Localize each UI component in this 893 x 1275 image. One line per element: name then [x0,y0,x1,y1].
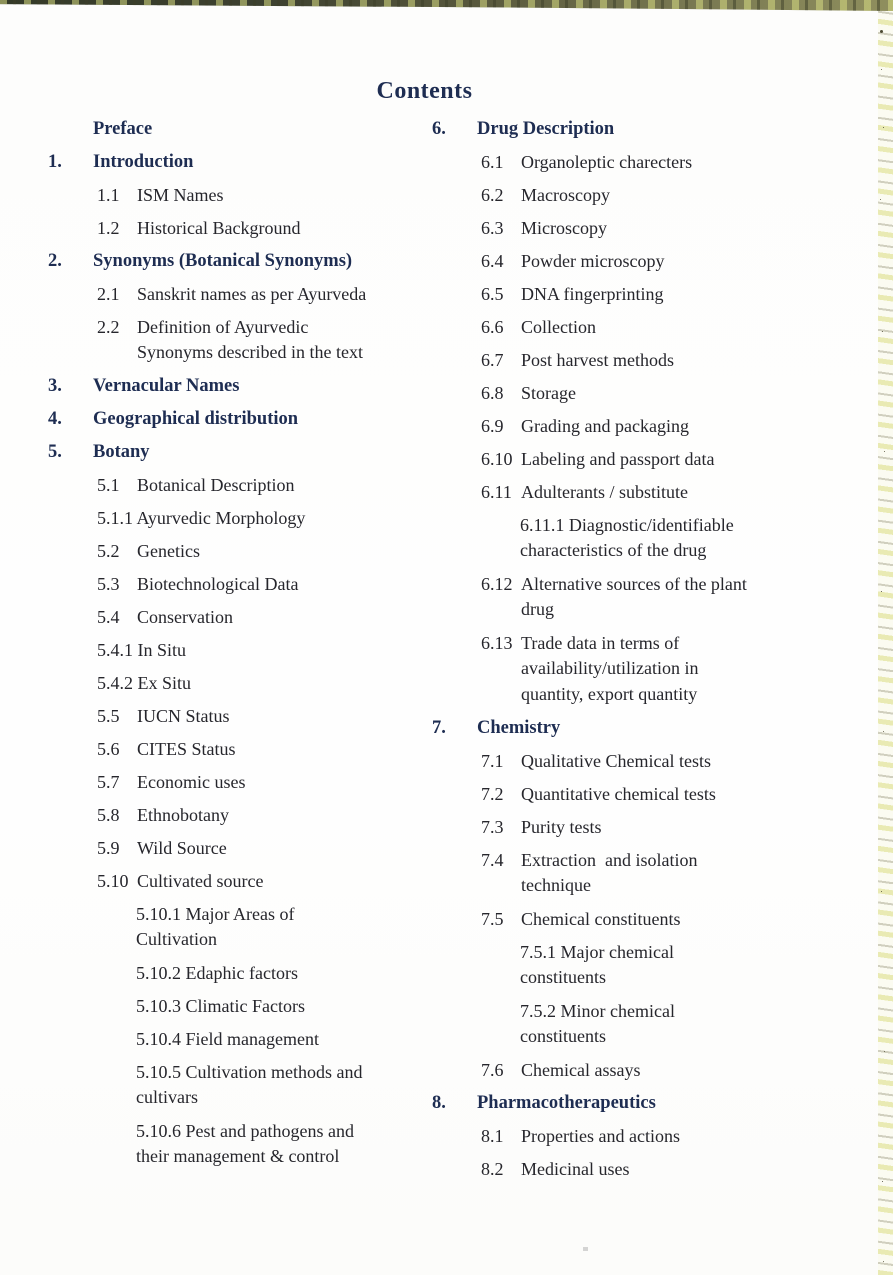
toc-item-number: 6.6 [481,317,504,337]
toc-item-row [48,250,450,273]
page-title: Contents [376,78,473,104]
toc-item-text: 5.10.1 Major Areas of [136,904,295,924]
toc-item-label [521,1125,680,1148]
toc-item-row [48,375,450,398]
toc-item [97,672,450,695]
toc-item-label [520,1000,675,1049]
toc-item-label [93,151,193,174]
toc-item-text: CITES Status [137,739,236,759]
toc-item-text-wrap: characteristics of the drug [520,540,707,560]
toc-item-number: 1.2 [97,218,120,238]
toc-item-text: Collection [521,317,596,337]
toc-item-label [97,672,191,695]
toc-item [481,750,868,773]
toc-item [97,474,450,497]
toc-item [97,771,450,794]
toc-item-text: Historical Background [137,218,301,238]
toc-item-number: 5.10 [97,871,129,891]
toc-item-number: 5.4 [97,607,120,627]
toc-item-row [481,849,868,898]
toc-item-text: Chemistry [477,718,561,738]
toc-item [520,941,868,990]
toc-item-label [137,606,233,629]
toc-item [97,316,450,365]
toc-item-number: 7.3 [481,817,504,837]
toc-item-row [481,481,868,504]
toc-item-number: 2.2 [97,317,120,337]
toc-item-label [137,283,366,306]
toc-item [432,717,868,740]
toc-item-label [521,481,688,504]
toc-item-number: 6.8 [481,383,504,403]
toc-item-text: Vernacular Names [93,376,240,396]
toc-item-number: 1. [48,152,62,172]
toc-item [481,908,868,931]
toc-item-row [48,118,450,141]
toc-item-number: 5.6 [97,739,120,759]
toc-item-text: Introduction [93,152,194,172]
toc-item-row [97,771,450,794]
toc-item-text: Drug Description [477,119,615,139]
toc-item-row [481,1059,868,1082]
toc-item-row [97,837,450,860]
toc-item-text: Pharmacotherapeutics [477,1093,656,1113]
toc-item-label [137,804,229,827]
toc-item-label [521,415,689,438]
toc-item-label [521,632,698,707]
toc-item-number: 5.5 [97,706,120,726]
toc-item-row [97,316,450,365]
toc-item-label [137,316,363,365]
toc-item-text: Powder microscopy [521,251,665,271]
toc-item-number: 6.2 [481,185,504,205]
toc-item-text: Geographical distribution [93,409,299,429]
toc-item [136,1061,450,1110]
toc-item [136,1028,450,1051]
toc-item-number: 7.1 [481,751,504,771]
toc-item-text: Biotechnological Data [137,574,299,594]
toc-item [97,184,450,207]
toc-item-number: 5.3 [97,574,120,594]
toc-item-number: 6. [432,119,446,139]
toc-item-text-wrap: constituents [520,967,606,987]
toc-item [97,639,450,662]
toc-item-text: Chemical assays [521,1060,641,1080]
toc-item-row [136,1061,450,1110]
toc-item-row [481,349,868,372]
toc-item-row [136,962,450,985]
toc-item-number: 5.2 [97,541,120,561]
toc-item [520,1000,868,1049]
toc-item-row [432,717,868,740]
toc-item [481,481,868,504]
toc-item-label [93,441,150,464]
toc-item [136,962,450,985]
toc-item-label [520,941,674,990]
toc-item [481,151,868,174]
toc-item-text: Wild Source [137,838,227,858]
toc-item-row [97,540,450,563]
toc-item-row [97,283,450,306]
toc-item-text-wrap: Cultivation [136,929,217,949]
toc-item-label [136,903,294,952]
toc-item-label [136,1028,319,1051]
toc-item-label [521,573,747,622]
toc-item [48,250,450,273]
toc-item-label [521,151,692,174]
toc-item-label [521,349,674,372]
toc-item-label [137,870,263,893]
toc-item-text: Medicinal uses [521,1159,630,1179]
toc-item [481,349,868,372]
toc-item-row [48,151,450,174]
toc-item-row [520,514,868,563]
toc-item [481,415,868,438]
toc-item-label [137,474,294,497]
toc-item-label [93,118,152,141]
toc-item-text: Microscopy [521,218,607,238]
toc-item-text: Properties and actions [521,1126,680,1146]
scan-speck [583,1247,588,1251]
toc-item-label [136,1061,363,1110]
toc-item-number: 7.6 [481,1060,504,1080]
toc-item [97,705,450,728]
toc-item-number: 1.1 [97,185,120,205]
toc-item-text: Sanskrit names as per Ayurveda [137,284,367,304]
toc-item-text: Quantitative chemical tests [521,784,716,804]
toc-item-text: Purity tests [521,817,602,837]
toc-item-row [481,382,868,405]
toc-item-row [97,217,450,240]
toc-item-text: Botany [93,442,150,462]
toc-item [481,217,868,240]
toc-item-number: 6.5 [481,284,504,304]
toc-item-text: 5.10.3 Climatic Factors [136,996,305,1016]
toc-item-text: Alternative sources of the plant [521,574,747,594]
toc-item-label [93,250,352,273]
toc-item [97,540,450,563]
toc-item-text: Macroscopy [521,185,610,205]
toc-item [97,573,450,596]
toc-item-text: Genetics [137,541,200,561]
toc-item [136,903,450,952]
toc-item-label [137,705,230,728]
toc-item-text: Adulterants / substitute [521,482,688,502]
toc-item-number: 8.1 [481,1126,504,1146]
toc-item-label [521,283,663,306]
toc-item-number: 6.4 [481,251,504,271]
toc-item-row [481,783,868,806]
toc-item-text: Botanical Description [137,475,295,495]
toc-item [481,849,868,898]
toc-item-text: Storage [521,383,576,403]
toc-item [520,514,868,563]
toc-item-text-wrap: drug [521,599,554,619]
toc-item-label [521,184,610,207]
toc-item-label [521,316,596,339]
toc-item-text: 6.11.1 Diagnostic/identifiable [520,515,734,535]
toc-item [97,606,450,629]
toc-item-label [521,750,711,773]
toc-item-text-wrap: cultivars [136,1087,198,1107]
toc-column-left [48,118,450,1179]
toc-item-text: Chemical constituents [521,909,681,929]
toc-item-text: DNA fingerprinting [521,284,664,304]
toc-item-row [136,1028,450,1051]
toc-item-row [136,903,450,952]
toc-item-label [93,375,239,398]
toc-item-label [477,717,560,740]
toc-item-text-wrap: their management & control [136,1146,340,1166]
toc-item-row [97,606,450,629]
toc-item-text: Preface [93,119,153,139]
toc-item [97,217,450,240]
toc-item-number: 5.9 [97,838,120,858]
toc-item-row [481,750,868,773]
toc-item [136,1120,450,1169]
scan-right-edge [878,6,893,1275]
toc-item-number: 5.1 [97,475,120,495]
toc-item-label [520,514,734,563]
toc-item-number: 3. [48,376,62,396]
toc-item-row [97,738,450,761]
toc-item-text-wrap: availability/utilization in [521,658,699,678]
toc-item-label [97,507,305,530]
toc-item-label [136,995,305,1018]
toc-item-text: 5.10.5 Cultivation methods and [136,1062,363,1082]
toc-item-row [97,639,450,662]
toc-item-number: 2.1 [97,284,120,304]
toc-item-text: 5.4.2 Ex Situ [97,673,192,693]
toc-item-label [97,639,186,662]
toc-item-text-wrap: technique [521,875,591,895]
toc-item-label [521,783,716,806]
toc-item-label [137,184,224,207]
toc-item-number: 8. [432,1093,446,1113]
toc-item-row [481,1158,868,1181]
toc-item [481,1059,868,1082]
toc-column-right [432,118,868,1191]
toc-item-row [481,151,868,174]
toc-item-number: 7.4 [481,850,504,870]
toc-item-text-wrap: Synonyms described in the text [137,342,363,362]
toc-item [481,632,868,707]
toc-item [97,738,450,761]
toc-item-number: 5.7 [97,772,120,792]
toc-item-label [137,771,245,794]
toc-item-row [97,573,450,596]
toc-item-label [521,816,602,839]
toc-item-text: 5.10.4 Field management [136,1029,319,1049]
toc-item [481,184,868,207]
toc-item-text: Post harvest methods [521,350,674,370]
toc-item [97,837,450,860]
toc-item [481,816,868,839]
toc-item-row [481,573,868,622]
toc-item-row [97,870,450,893]
toc-item-row [136,1120,450,1169]
toc-item-label [477,118,614,141]
toc-item-label [137,837,227,860]
toc-item-row [481,316,868,339]
toc-item-text: IUCN Status [137,706,230,726]
toc-item-row [520,941,868,990]
toc-item-row [97,705,450,728]
toc-item-row [97,507,450,530]
toc-item [97,507,450,530]
toc-item [432,118,868,141]
toc-item-row [432,1092,868,1115]
toc-item-text: Labeling and passport data [521,449,715,469]
toc-item-text: Ethnobotany [137,805,229,825]
toc-item [97,870,450,893]
toc-item [136,995,450,1018]
toc-item-number: 8.2 [481,1159,504,1179]
toc-item-row [481,283,868,306]
toc-item-text: Cultivated source [137,871,264,891]
toc-item-label [521,448,714,471]
toc-item-number: 5. [48,442,62,462]
toc-item-text: Definition of Ayurvedic [137,317,309,337]
toc-item [97,804,450,827]
toc-item-row [481,250,868,273]
toc-item-text: Economic uses [137,772,246,792]
toc-item-row [481,448,868,471]
toc-item-row [520,1000,868,1049]
toc-item-label [521,382,576,405]
toc-item-text: 7.5.2 Minor chemical [520,1001,675,1021]
toc-item-row [481,217,868,240]
toc-item [48,375,450,398]
toc-item-number: 6.3 [481,218,504,238]
toc-item-row [481,415,868,438]
toc-item-row [97,672,450,695]
toc-item [481,250,868,273]
toc-item-text: Grading and packaging [521,416,689,436]
toc-item-text: 5.10.6 Pest and pathogens and [136,1121,354,1141]
toc-item [481,573,868,622]
toc-item-row [48,408,450,431]
toc-item [48,151,450,174]
toc-item-text: 5.10.2 Edaphic factors [136,963,298,983]
toc-item-label [521,217,607,240]
toc-item-label [137,540,200,563]
toc-item-text: 5.4.1 In Situ [97,640,187,660]
toc-item-number: 6.10 [481,449,513,469]
toc-item-text-wrap: quantity, export quantity [521,684,698,704]
toc-item [481,382,868,405]
toc-item-row [481,816,868,839]
toc-item-number: 7.5 [481,909,504,929]
toc-item-number: 7.2 [481,784,504,804]
toc-item-text: Extraction and isolation [521,850,698,870]
toc-item-number: 6.11 [481,482,512,502]
toc-item [481,1158,868,1181]
toc-item-text: Organoleptic charecters [521,152,693,172]
toc-item-label [136,962,298,985]
toc-item [481,1125,868,1148]
toc-item-row [97,184,450,207]
toc-item-text: 5.1.1 Ayurvedic Morphology [97,508,306,528]
toc-item-label [477,1092,656,1115]
toc-item-label [521,250,664,273]
toc-item-number: 6.9 [481,416,504,436]
toc-item-label [521,1059,640,1082]
toc-item-label [521,849,697,898]
toc-item-label [136,1120,354,1169]
toc-item-row [481,184,868,207]
scan-top-edge [0,0,893,11]
toc-item-number: 6.12 [481,574,513,594]
toc-item-text: Synonyms (Botanical Synonyms) [93,251,353,271]
toc-item-text: Qualitative Chemical tests [521,751,711,771]
toc-item-label [93,408,298,431]
toc-item [48,118,450,141]
toc-item-number: 6.7 [481,350,504,370]
toc-item-row [48,441,450,464]
toc-item-label [521,908,680,931]
toc-item-row [97,804,450,827]
toc-item [48,408,450,431]
toc-item-text-wrap: constituents [520,1026,606,1046]
toc-item [97,283,450,306]
toc-item-number: 6.1 [481,152,504,172]
toc-item [432,1092,868,1115]
toc-item-label [137,217,300,240]
toc-item [481,283,868,306]
toc-item-number: 7. [432,718,446,738]
toc-item-number: 6.13 [481,633,513,653]
toc-item-text: 7.5.1 Major chemical [520,942,674,962]
toc-item-number: 5.8 [97,805,120,825]
toc-item [48,441,450,464]
toc-item-row [136,995,450,1018]
toc-item-text: Trade data in terms of [521,633,680,653]
toc-item-text: Conservation [137,607,233,627]
toc-item-label [137,738,236,761]
toc-item-label [521,1158,629,1181]
toc-item-number: 4. [48,409,62,429]
toc-item [481,783,868,806]
toc-item-text: ISM Names [137,185,224,205]
toc-item-row [481,1125,868,1148]
toc-item-row [481,632,868,707]
toc-item-number: 2. [48,251,62,271]
toc-item [481,448,868,471]
toc-item-label [137,573,298,596]
toc-item-row [481,908,868,931]
toc-item [481,316,868,339]
toc-item-row [432,118,868,141]
toc-item-row [97,474,450,497]
